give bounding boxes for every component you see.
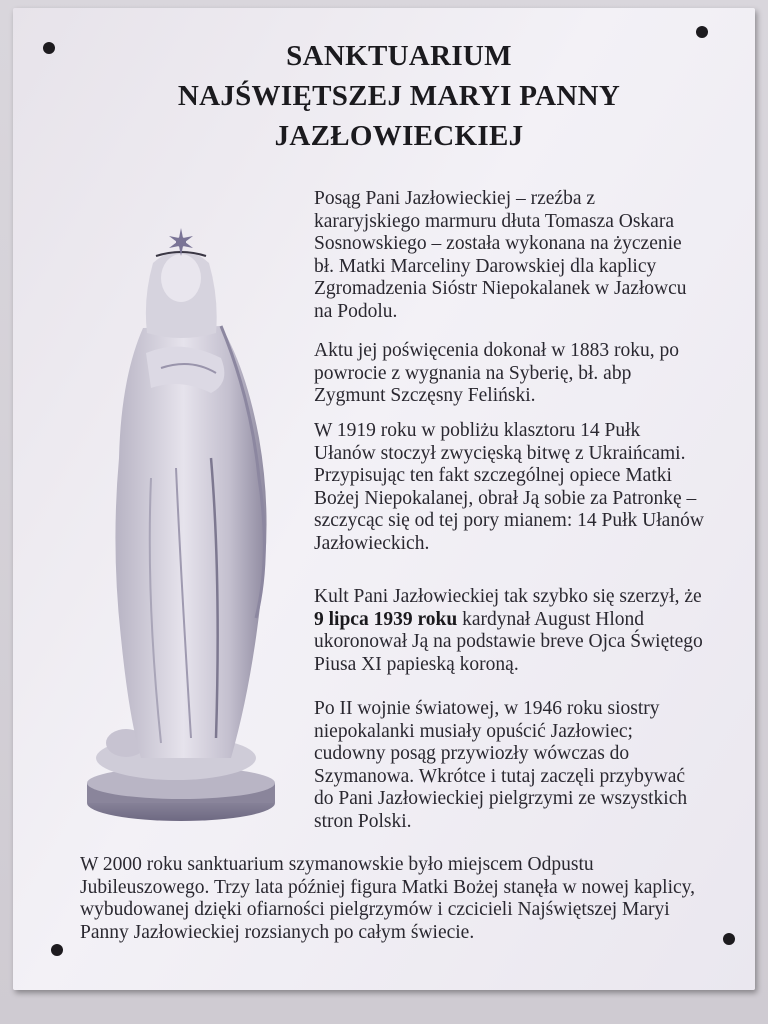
title-line-2: NAJŚWIĘTSZEJ MARYI PANNY bbox=[177, 80, 621, 112]
paragraph-coronation bbox=[314, 586, 706, 676]
screw-icon bbox=[51, 944, 63, 956]
paragraph-post-war: Po II wojnie światowej, w 1946 roku siostry niepokalanki musiały opuścić Jazłowiec; cudowny posąg przywiozły wówczas do Szymanowa. Wkrótce i tutaj zaczęli przybywać do Pani Jazłowieckiej pielgrzymi ze wszystkich stron Polski. bbox=[314, 698, 688, 832]
plaque-title bbox=[73, 36, 725, 156]
madonna-statue-image bbox=[81, 218, 281, 828]
coronation-date: 9 lipca 1939 roku bbox=[314, 608, 458, 630]
title-line-3: JAZŁOWIECKIEJ bbox=[274, 120, 524, 152]
paragraph-statue-origin: Posąg Pani Jazłowieckiej – rzeźba z kararyjskiego marmuru dłuta Tomasza Oskara Sosnowskiego – została wykonana na życzenie bł. Matki Marceliny Darowskiej dla kaplicy Zgromadzenia Sióstr Niepokalanek w Jazłowcu na Podolu. bbox=[314, 188, 687, 322]
information-plaque bbox=[13, 8, 755, 990]
paragraph-uhlan-regiment: W 1919 roku w pobliżu klasztoru 14 Pułk Ułanów stoczył zwycięską bitwę z Ukraińcami. Przypisując ten fakt szczególnej opiece Matki Bożej Niepokalanej, obrał Ją sobie za Patronkę – szczycąc się od tej pory mianem: 14 Pułk Ułanów Jazłowieckich. bbox=[314, 420, 704, 554]
title-line-1: SANKTUARIUM bbox=[286, 40, 512, 72]
screw-icon bbox=[43, 42, 55, 54]
coronation-text-end: kardynał August Hlond ukoronował Ją na podstawie breve Ojca Świętego Piusa XI papieską koroną. bbox=[314, 608, 703, 675]
paragraph-consecration: Aktu jej poświęcenia dokonał w 1883 roku, po powrocie z wygnania na Syberię, bł. abp Zygmunt Szczęsny Feliński. bbox=[314, 340, 680, 407]
coronation-text-start: Kult Pani Jazłowieckiej tak szybko się szerzył, że bbox=[314, 586, 702, 607]
screw-icon bbox=[723, 933, 735, 945]
paragraph-jubilee: W 2000 roku sanktuarium szymanowskie było miejscem Odpustu Jubileuszowego. Trzy lata później figura Matki Bożej stanęła w nowej kaplicy, wybudowanej dzięki ofiarności pielgrzymów i czcicieli Najświętszej Maryi Panny Jazłowieckiej rozsianych po całym świecie. bbox=[80, 854, 696, 943]
